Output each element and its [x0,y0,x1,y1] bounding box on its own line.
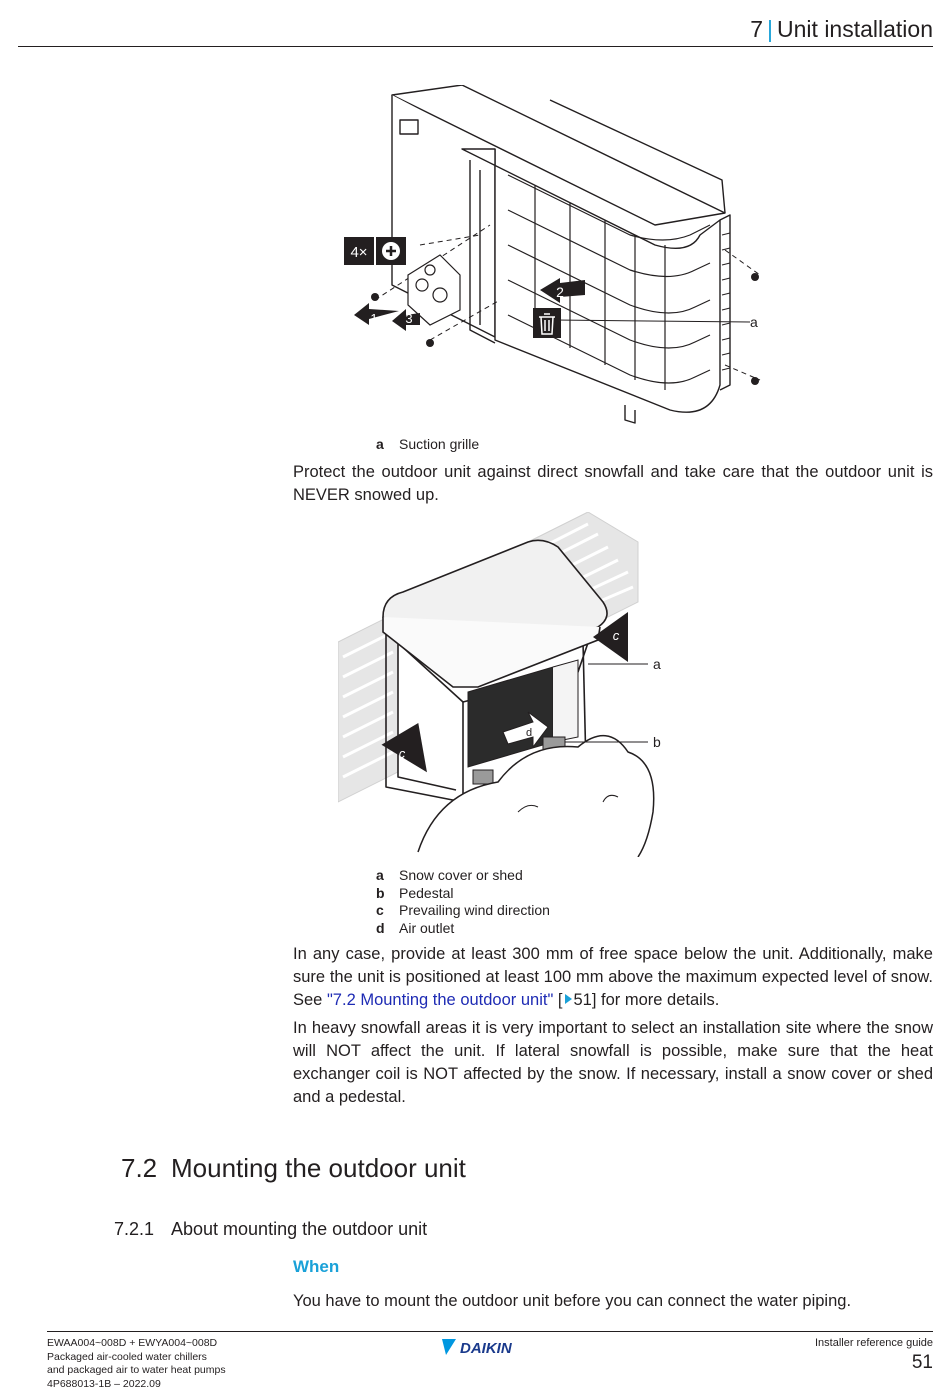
paragraph-text: In any case, provide at least 300 mm of free space below the unit. Additionally, make sure the unit is positioned at least 100 mm above the maximum expected level of snow. See [293,945,933,1009]
legend-key: d [376,920,399,938]
paragraph-text-end: ] for more details. [592,991,719,1009]
figure2-legend [376,867,550,937]
paragraph-mount-first: You have to mount the outdoor unit before you can connect the water piping. [293,1290,933,1313]
legend-key: a [376,867,399,885]
section-link[interactable]: "7.2 Mounting the outdoor unit" [327,991,553,1009]
daikin-logo [440,1337,540,1357]
subsection-heading [114,1219,427,1240]
header-rule [18,46,933,47]
legend-text: Suction grille [399,436,479,454]
callout-b: b [653,734,661,750]
svg-text:DAIKIN: DAIKIN [460,1340,513,1357]
paragraph-protect: Protect the outdoor unit against direct snowfall and take care that the outdoor unit is NEVER snowed up. [293,461,933,507]
legend-text: Air outlet [399,920,454,938]
callout-d: d [526,727,532,739]
figure-snow-cover [338,512,678,857]
bracket-open: [ [553,991,562,1009]
legend-key: a [376,436,399,454]
when-heading: When [293,1257,339,1277]
callout-2: 2 [556,284,564,300]
callout-a2: a [653,656,661,672]
callout-3: 3 [405,311,412,326]
callout-4x: 4× [350,244,367,261]
paragraph-free-space [293,943,933,1012]
legend-item [376,902,550,920]
legend-text: Pedestal [399,885,453,903]
callout-c-right: c [613,628,620,643]
footer-line: and packaged air to water heat pumps [47,1364,226,1378]
section-title: Mounting the outdoor unit [171,1153,466,1183]
footer-line: Packaged air-cooled water chillers [47,1351,226,1365]
page-ref[interactable]: 51 [574,991,592,1009]
legend-text: Prevailing wind direction [399,902,550,920]
chapter-title: Unit installation [777,16,933,42]
section-heading [121,1153,466,1184]
callout-c-left: c [399,746,406,761]
paragraph-heavy-snowfall: In heavy snowfall areas it is very important to select an installation site where the snow will NOT affect the unit. If lateral snowfall is possible, make sure that the heat exchanger coil is NOT affected by the snow. If necessary, install a snow cover or shed and a pedestal. [293,1017,933,1109]
legend-item [376,436,479,454]
trash-icon [533,308,561,338]
legend-text: Snow cover or shed [399,867,523,885]
legend-key: b [376,885,399,903]
subsection-number: 7.2.1 [114,1219,171,1240]
footer-doc-info [47,1337,226,1391]
callout-a: a [750,314,758,330]
legend-item [376,920,550,938]
subsection-title: About mounting the outdoor unit [171,1219,427,1239]
callout-1: 1 [370,311,377,326]
footer-line: EWAA004~008D + EWYA004~008D [47,1337,226,1351]
footer-rule [47,1331,933,1332]
page-header [750,16,933,43]
chapter-number: 7 [750,16,763,42]
page-ref-arrow-icon [565,994,572,1004]
figure-suction-grille [330,85,790,430]
footer-guide-title: Installer reference guide [815,1337,933,1349]
legend-key: c [376,902,399,920]
figure1-legend [376,436,479,454]
legend-item [376,885,550,903]
section-number: 7.2 [121,1153,171,1184]
header-separator: | [763,16,777,42]
footer-line: 4P688013-1B – 2022.09 [47,1378,226,1391]
legend-item [376,867,550,885]
page-number: 51 [912,1352,933,1374]
